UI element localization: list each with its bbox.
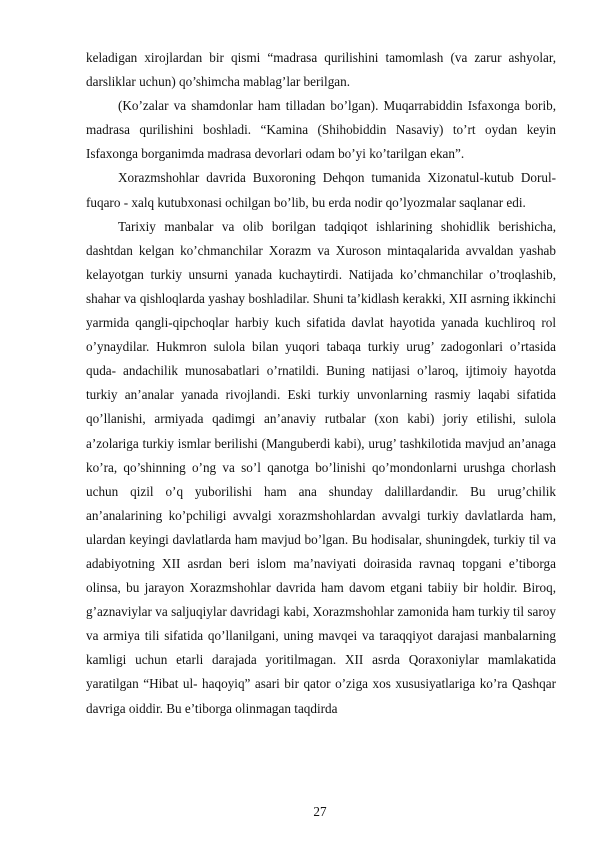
page-number: 27	[313, 804, 327, 819]
paragraph-continuation: keladigan xirojlardan bir qismi “madrasa qurilishini tamomlash (va zarur ashyolar, darsliklar uchun) qo’shimcha mablag’lar berilgan.	[86, 50, 556, 90]
paragraph-historical-sources: Tarixiy manbalar va olib borilgan tadqiqot ishlarining shohidlik berishicha, dashtdan kelgan ko’chmanchilar Xorazm va Xuroson mintaqalarida avvaldan yashab kelayotgan turkiy unsurni yanada kuchaytirdi. Natijada ko’chmanchilar o’troqlashib, shahar va qishloqlarda yashay boshladilar. Shuni ta’kidlash kerakki, XII asrning ikkinchi yarmida qangli-qipchoqlar harbiy kuch sifatida davlat hayotida yanada kuchliroq rol o’ynaydilar. Hukmron sulola bilan yuqori tabaqa turkiy urug’ zadogonlari o’rtasida quda- andachilik munosabatlari o’rnatildi. Buning natijasi o’laroq, ijtimoiy hayotda turkiy an’analar yanada rivojlandi. Eski turkiy unvonlarning rasmiy laqabi sifatida qo’llanishi, armiyada qadimgi an’anaviy rutbalar (xon kabi) joriy etilishi, sulola a’zolariga turkiy ismlar berilishi (Manguberdi kabi), urug’ tashkilotida mavjud an’anaga ko’ra, qo’shinning o’ng va so’l qanotga bo’linishi qo’mondonlarni urushga chorlash uchun qizil o’q yuborilishi ham ana shunday dalillardandir. Bu urug’chilik an’analarining ko’pchiligi avvalgi xorazmshohlardan avvalgi turkiy davlatlarda ham, ulardan keyingi davlatlarda ham mavjud bo’lgan. Bu hodisalar, shuningdek, turkiy til va adabiyotning XII asrdan beri islom ma’naviyati doirasida ravnaq topgani e’tiborga olinsa, bu jarayon Xorazmshohlar davrida ham davom etgani tabiiy bir holdir. Biroq, g’aznaviylar va saljuqiylar davridagi kabi, Xorazmshohlar zamonida ham turkiy til saroy va armiya tili sifatida qo’llanilgani, uning mavqei va taraqqiyot darajasi manbalarning kamligi uchun etarli darajada yoritilmagan. XII asrda Qoraxoniylar mamlakatida yaratilgan “Hibat ul- haqoyiq” asari bir qator o’ziga xos xususiyatlariga ko’ra Qashqar davriga oiddir. Bu e’tiborga olinmagan taqdirda	[86, 218, 556, 716]
page-body	[86, 46, 556, 721]
paragraph-isfahan-madrasa: (Ko’zalar va shamdonlar ham tilladan bo’lgan). Muqarrabiddin Isfaxonga borib, madrasa qurilishini boshladi. “Kamina (Shihobiddin Nasaviy) to’rt oydan keyin Isfaxonga borganimda madrasa devorlari odam bo’yi ko’tarilgan ekan”.	[86, 98, 556, 162]
paragraph-library: Xorazmshohlar davrida Buxoroning Dehqon tumanida Xizonatul-kutub Dorul-fuqaro - xalq kutubxonasi ochilgan bo’lib, bu erda nodir qo’lyozmalar saqlanar edi.	[86, 170, 556, 210]
